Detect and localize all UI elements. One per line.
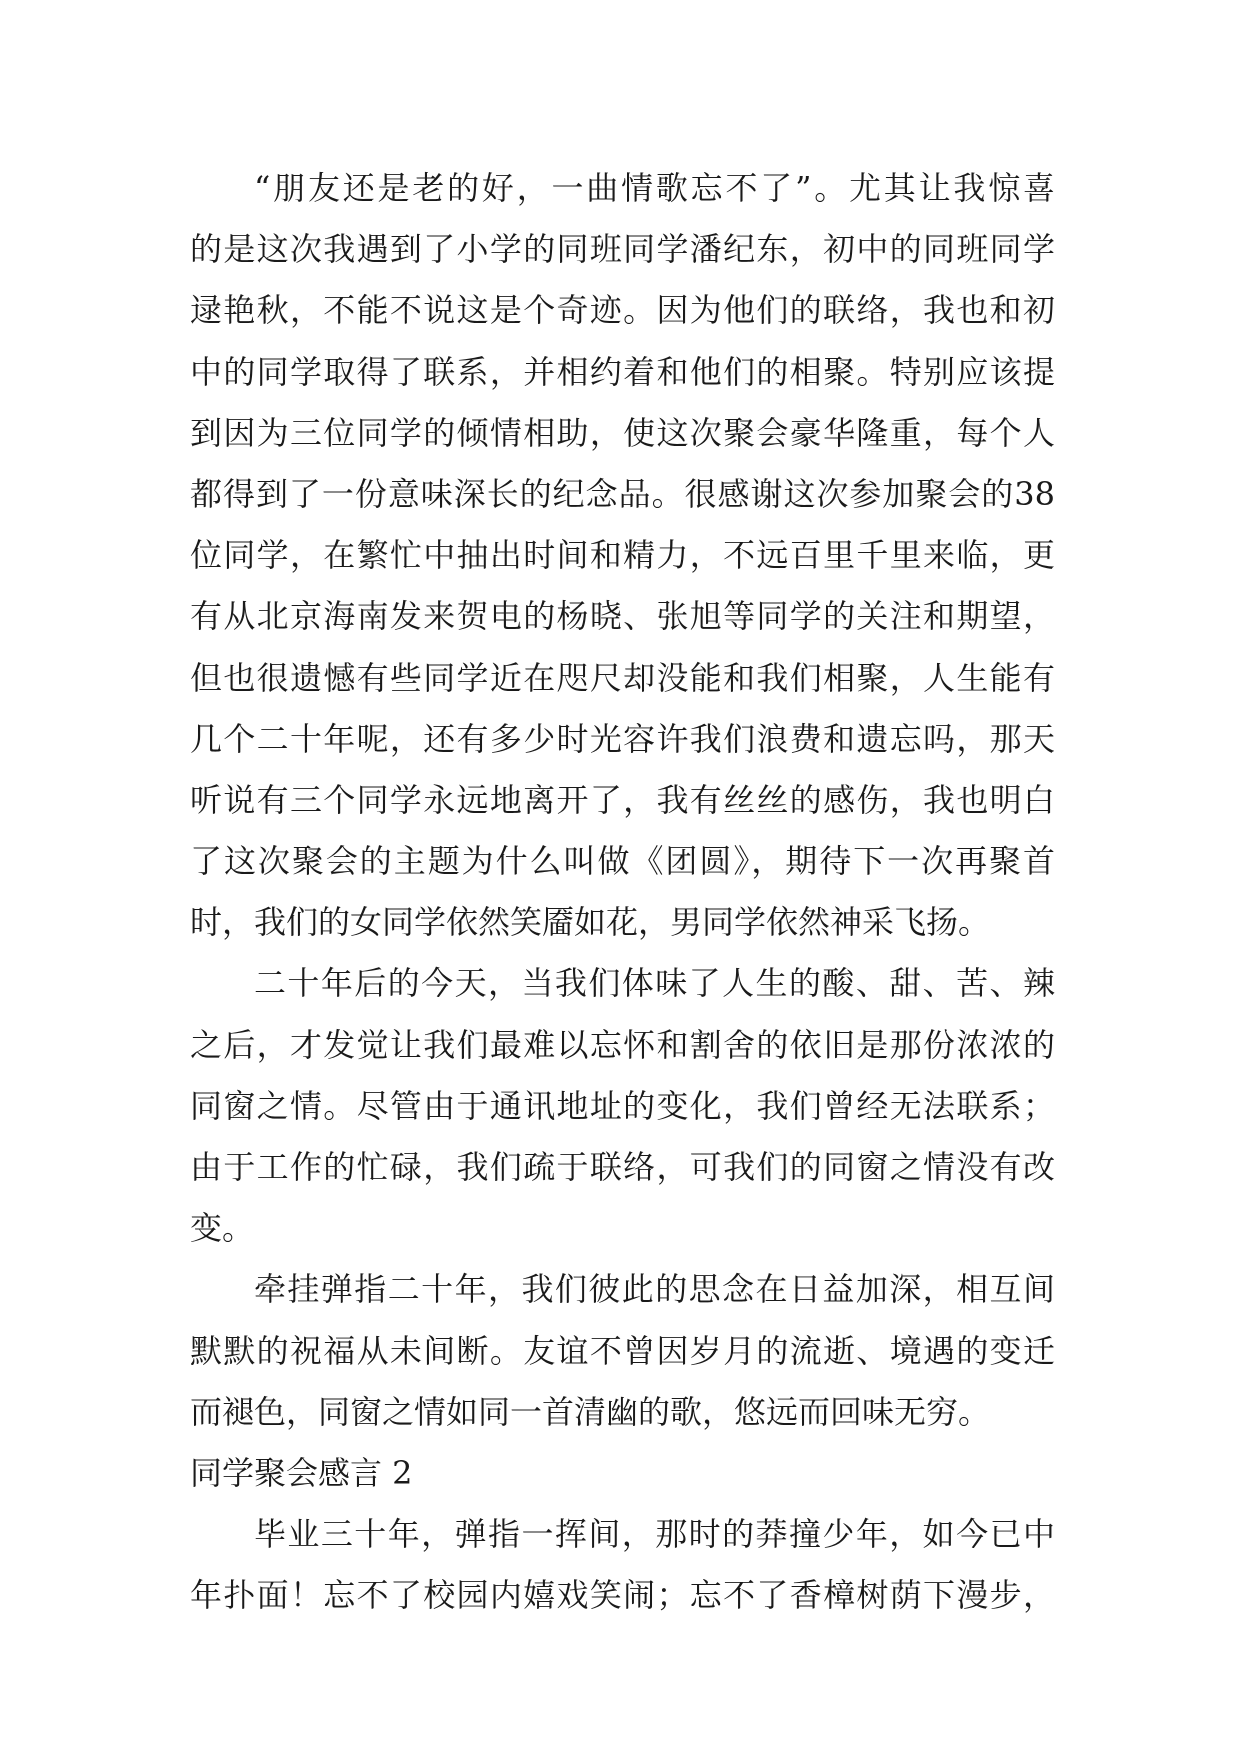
text-line: 年扑面！忘不了校园内嬉戏笑闹；忘不了香樟树荫下漫步， bbox=[190, 1576, 1055, 1615]
text-line: 同窗之情。尽管由于通讯地址的变化，我们曾经无法联系； bbox=[190, 1086, 1055, 1125]
text-line: 的是这次我遇到了小学的同班同学潘纪东，初中的同班同学 bbox=[190, 230, 1055, 269]
text-line: 位同学，在繁忙中抽出时间和精力，不远百里千里来临，更 bbox=[190, 536, 1055, 575]
text-line: 都得到了一份意味深长的纪念品。很感谢这次参加聚会的38 bbox=[190, 474, 1055, 513]
text-line: “朋友还是老的好，一曲情歌忘不了”。尤其让我惊喜 bbox=[254, 169, 1055, 207]
heading-text: 同学聚会感言 2 bbox=[190, 1453, 413, 1492]
paragraph bbox=[190, 1259, 1055, 1443]
text-line: 而褪色，同窗之情如同一首清幽的歌，悠远而回味无穷。 bbox=[190, 1392, 991, 1431]
text-line: 默默的祝福从未间断。友谊不曾因岁月的流逝、境遇的变迁 bbox=[190, 1331, 1055, 1370]
text-line: 有从北京海南发来贺电的杨晓、张旭等同学的关注和期望， bbox=[190, 597, 1055, 636]
text-line: 时，我们的女同学依然笑靥如花，男同学依然神采飞扬。 bbox=[190, 903, 991, 942]
text-line: 逯艳秋，不能不说这是个奇迹。因为他们的联络，我也和初 bbox=[190, 291, 1055, 330]
section-heading bbox=[190, 1443, 1055, 1504]
text-line: 但也很遗憾有些同学近在咫尺却没能和我们相聚，人生能有 bbox=[190, 658, 1055, 697]
text-line: 变。 bbox=[190, 1209, 255, 1248]
text-line: 到因为三位同学的倾情相助，使这次聚会豪华隆重，每个人 bbox=[190, 413, 1055, 452]
paragraph bbox=[190, 953, 1055, 1259]
text-line: 听说有三个同学永远地离开了，我有丝丝的感伤，我也明白 bbox=[190, 780, 1055, 819]
text-line: 由于工作的忙碌，我们疏于联络，可我们的同窗之情没有改 bbox=[190, 1148, 1055, 1186]
paragraph bbox=[190, 158, 1055, 953]
text-line: 中的同学取得了联系，并相约着和他们的相聚。特别应该提 bbox=[190, 352, 1055, 391]
text-line: 几个二十年呢，还有多少时光容许我们浪费和遗忘吗，那天 bbox=[190, 719, 1055, 758]
text-line: 毕业三十年，弹指一挥间，那时的莽撞少年，如今已中 bbox=[254, 1515, 1055, 1554]
text-line: 二十年后的今天，当我们体味了人生的酸、甜、苦、辣 bbox=[254, 964, 1055, 1003]
body-text bbox=[190, 158, 1055, 1627]
text-line: 之后，才发觉让我们最难以忘怀和割舍的依旧是那份浓浓的 bbox=[190, 1025, 1055, 1064]
text-line: 了这次聚会的主题为什么叫做《团圆》，期待下一次再聚首 bbox=[190, 842, 1055, 881]
text-line: 牵挂弹指二十年，我们彼此的思念在日益加深，相互间 bbox=[254, 1270, 1055, 1309]
paragraph bbox=[190, 1504, 1055, 1626]
